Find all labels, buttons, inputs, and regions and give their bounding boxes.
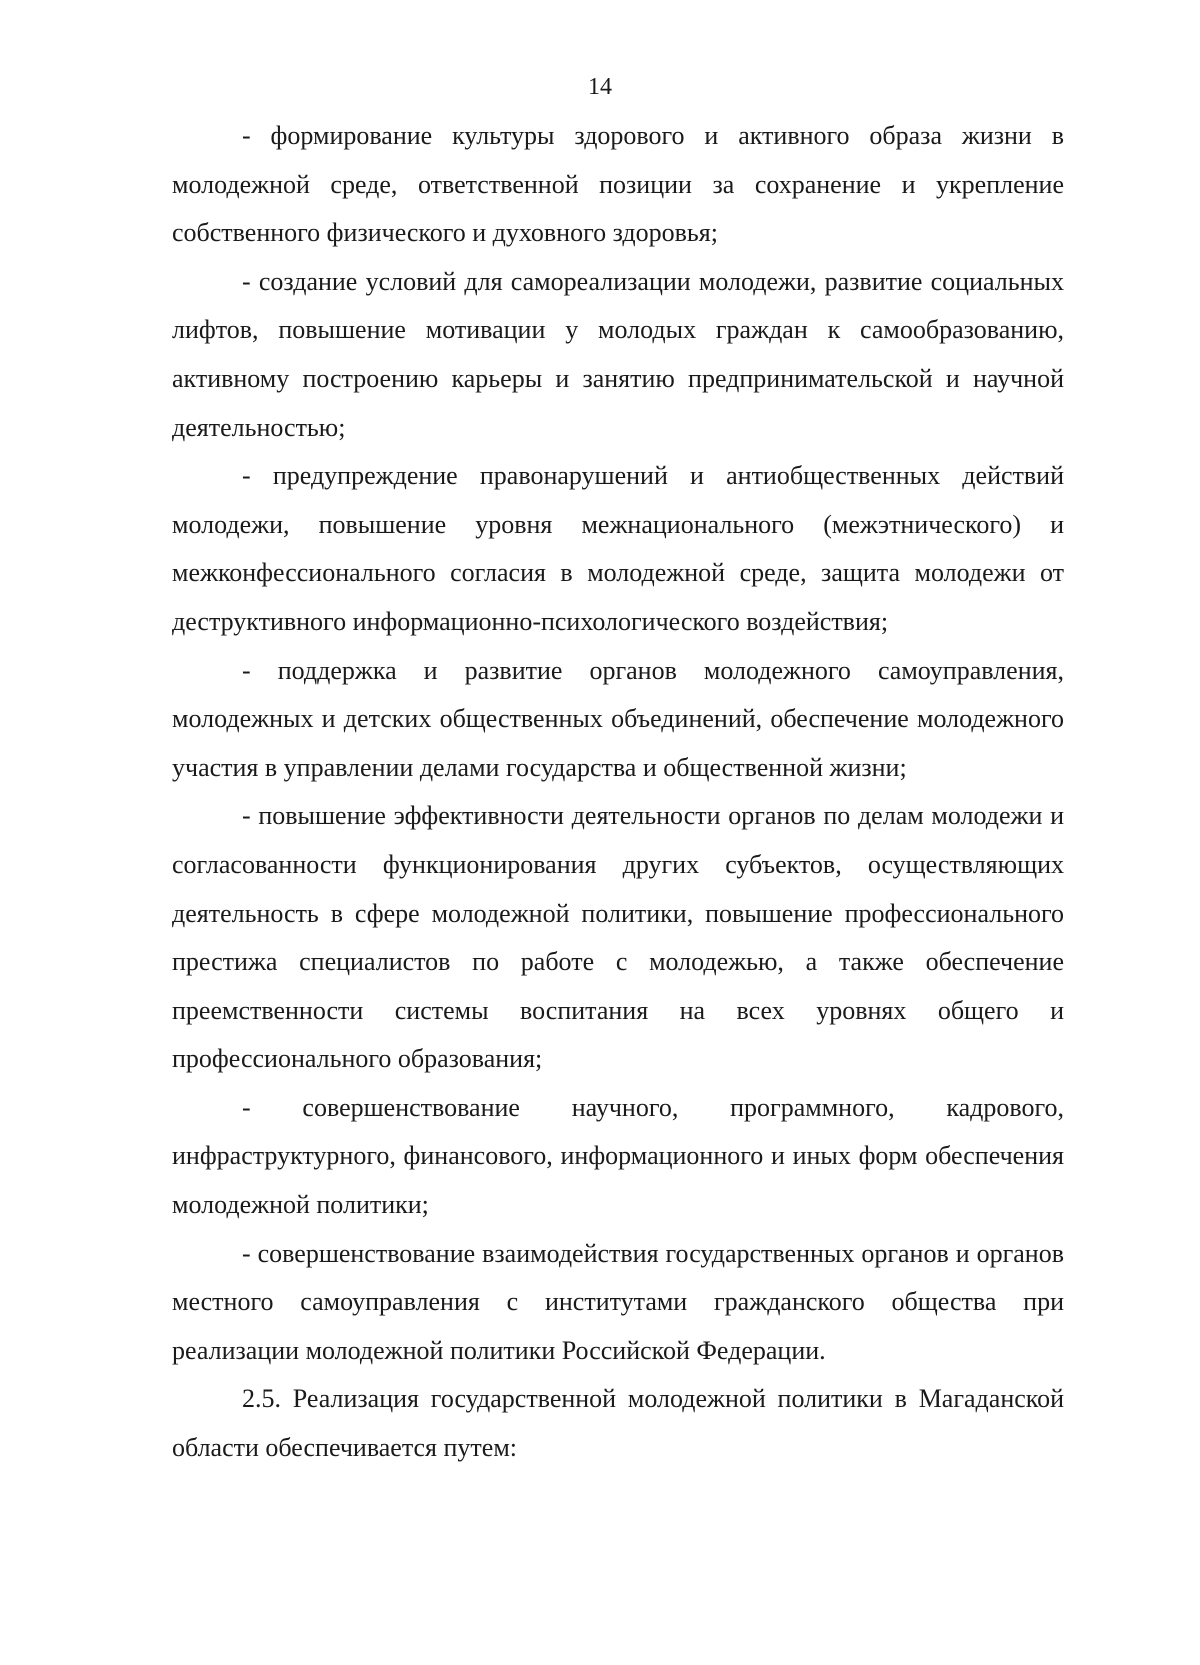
document-body (172, 112, 1064, 1473)
paragraph-offense-prevention: - предупреждение правонарушений и антиобщественных действий молодежи, повышение уровня межнационального (межэтнического) и межконфессионального согласия в молодежной среде, защита молодежи от деструктивного информационно-психологического воздействия; (172, 461, 1064, 636)
paragraph-cooperation: - совершенствование взаимодействия государственных органов и органов местного самоуправления с институтами гражданского общества при реализации молодежной политики Российской Федерации. (172, 1238, 1064, 1365)
paragraph-support-forms: - совершенствование научного, программного, кадрового, инфраструктурного, финансового, информационного и иных форм обеспечения молодежной политики; (172, 1092, 1064, 1220)
paragraph-self-realization: - создание условий для самореализации молодежи, развитие социальных лифтов, повышение мотивации у молодых граждан к самообразованию, активному построению карьеры и занятию предпринимательской и научной деятельностью; (172, 266, 1064, 442)
page-number: 14 (588, 74, 612, 100)
paragraph-youth-self-government: - поддержка и развитие органов молодежного самоуправления, молодежных и детских общественных объединений, обеспечение молодежного участия в управлении делами государства и общественной жизни; (172, 655, 1064, 782)
paragraph-efficiency: - повышение эффективности деятельности органов по делам молодежи и согласованности функционирования других субъектов, осуществляющих деятельность в сфере молодежной политики, повышение профессионального престижа специалистов по работе с молодежью, а также обеспечение преемственности системы воспитания на всех уровнях общего и профессионального образования; (172, 801, 1064, 1074)
paragraph-healthy-lifestyle: - формирование культуры здорового и активного образа жизни в молодежной среде, ответственной позиции за сохранение и укрепление собственного физического и духовного здоровья; (172, 121, 1064, 248)
paragraph-section-2-5: 2.5. Реализация государственной молодежной политики в Магаданской области обеспечивается путем: (172, 1384, 1064, 1463)
